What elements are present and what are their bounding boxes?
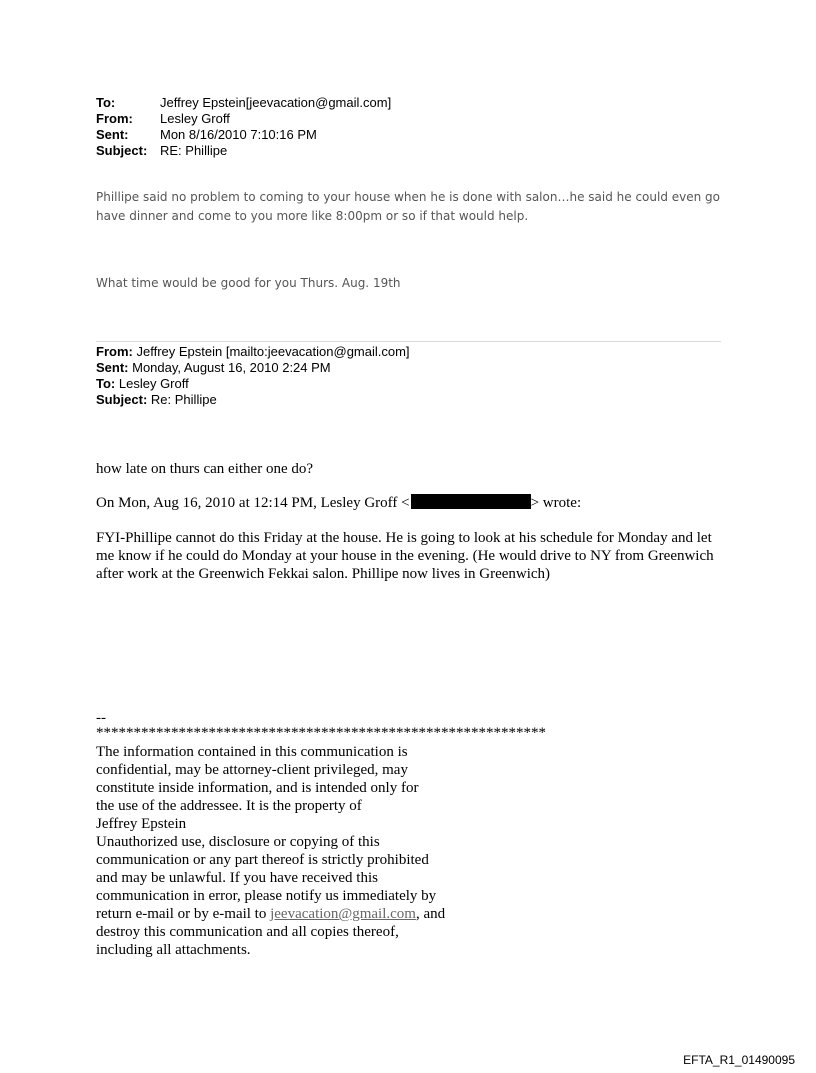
disclaimer xyxy=(96,743,445,959)
quoted-header xyxy=(96,344,410,408)
from-value: Lesley Groff xyxy=(160,111,230,126)
from-label: From: xyxy=(96,111,133,126)
disclaimer-line: destroy this communication and all copies thereof, xyxy=(96,924,399,940)
attribution-suffix: > wrote: xyxy=(530,495,582,511)
disclaimer-line: The information contained in this communication is xyxy=(96,744,408,760)
signature-stars: ************************************************************ xyxy=(96,725,546,741)
subject-value: RE: Phillipe xyxy=(160,143,228,158)
disclaimer-line: confidential, may be attorney-client privileged, may xyxy=(96,762,408,778)
subject-label: Subject: xyxy=(96,143,148,158)
header-to-row xyxy=(96,95,391,111)
quoted-to-row xyxy=(96,376,410,392)
header-subject-row xyxy=(96,143,391,159)
attribution-prefix: On Mon, Aug 16, 2010 at 12:14 PM, Lesley Groff < xyxy=(96,495,410,511)
disclaimer-line: constitute inside information, and is intended only for xyxy=(96,780,419,796)
quoted-from-label: From: xyxy=(96,344,133,359)
quoted-question: how late on thurs can either one do? xyxy=(96,461,314,477)
redaction-box xyxy=(411,494,531,509)
quoted-sent-label: Sent: xyxy=(96,360,129,375)
quoted-sent-row xyxy=(96,360,410,376)
disclaimer-line: Unauthorized use, disclosure or copying of this xyxy=(96,834,380,850)
email-header xyxy=(96,95,391,159)
document-id: EFTA_R1_01490095 xyxy=(683,1053,795,1067)
header-from-row xyxy=(96,111,391,127)
quoted-to-value: Lesley Groff xyxy=(118,376,189,391)
to-label: To: xyxy=(96,95,116,110)
disclaimer-line xyxy=(96,905,445,923)
disclaimer-text: , and xyxy=(415,906,446,922)
quote-divider xyxy=(96,341,721,342)
disclaimer-line: Jeffrey Epstein xyxy=(96,816,187,832)
reply-paragraph-1: Phillipe said no problem to coming to your house when he is done with salon…he said he could even go have dinner and come to you more like 8:00pm or so if that would help. xyxy=(96,190,720,223)
sent-label: Sent: xyxy=(96,127,129,142)
quoted-sent-value: Monday, August 16, 2010 2:24 PM xyxy=(132,360,331,375)
disclaimer-text: return e-mail or by e-mail to xyxy=(96,906,271,922)
quoted-to-label: To: xyxy=(96,376,116,391)
sent-value: Mon 8/16/2010 7:10:16 PM xyxy=(160,127,317,142)
quoted-attribution xyxy=(96,494,581,512)
disclaimer-line: communication or any part thereof is strictly prohibited xyxy=(96,852,429,868)
email-link[interactable]: jeevacation@gmail.com xyxy=(270,906,416,922)
disclaimer-line: and may be unlawful. If you have received this xyxy=(96,870,378,886)
header-sent-row xyxy=(96,127,391,143)
disclaimer-line: communication in error, please notify us immediately by xyxy=(96,888,437,904)
quoted-from-row xyxy=(96,344,410,360)
to-value: Jeffrey Epstein[jeevacation@gmail.com] xyxy=(160,95,392,110)
reply-paragraph-2: What time would be good for you Thurs. Aug. 19th xyxy=(96,276,401,290)
quoted-subject-value: Re: Phillipe xyxy=(150,392,217,407)
inner-message: FYI-Phillipe cannot do this Friday at the house. He is going to look at his schedule for Monday and let me know if he could do Monday at your house in the evening. (He would drive to NY from Greenwich after work at the Greenwich Fekkai salon. Phillipe now lives in Greenwich) xyxy=(96,530,714,582)
signature-dashes: -- xyxy=(96,710,106,726)
quoted-subject-label: Subject: xyxy=(96,392,148,407)
disclaimer-line: including all attachments. xyxy=(96,942,251,958)
disclaimer-line: the use of the addressee. It is the property of xyxy=(96,798,362,814)
quoted-subject-row xyxy=(96,392,410,408)
quoted-from-value: Jeffrey Epstein [mailto:jeevacation@gmail.com] xyxy=(136,344,410,359)
